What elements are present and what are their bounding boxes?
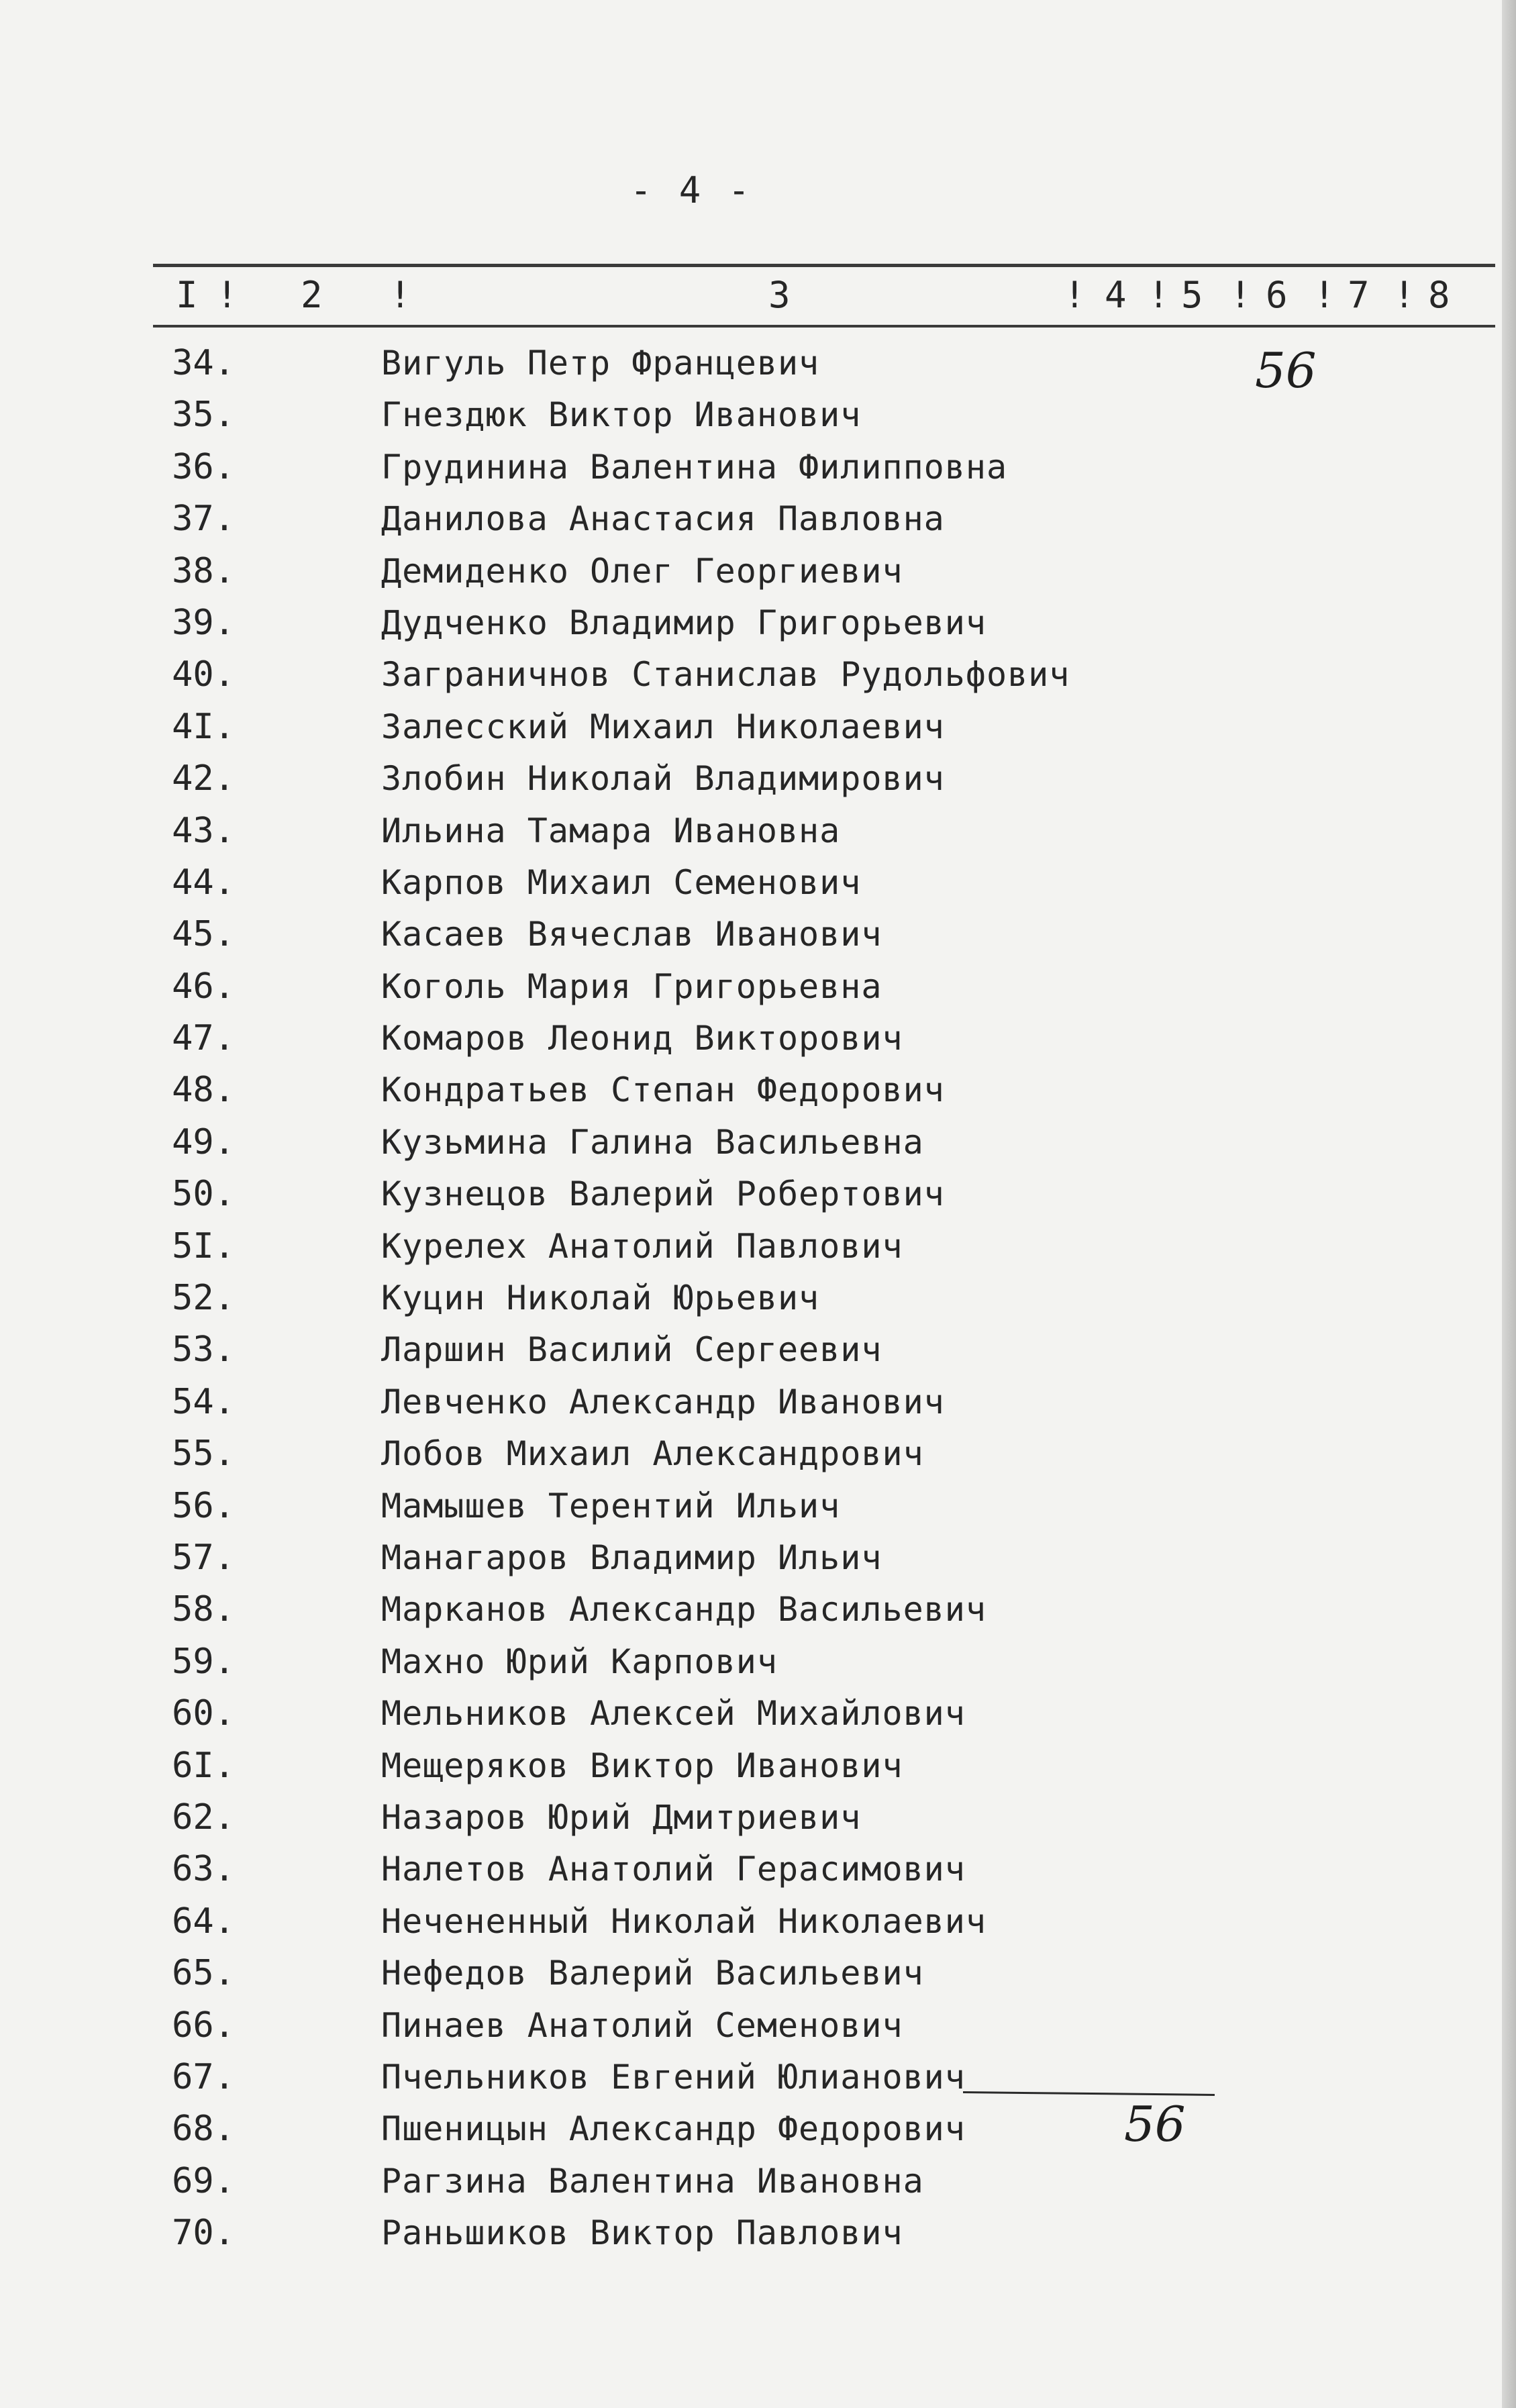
entry-full-name: Назаров Юрий Дмитриевич bbox=[381, 1797, 862, 1837]
name-list bbox=[0, 338, 1516, 2259]
entry-full-name: Злобин Николай Владимирович bbox=[381, 759, 945, 799]
entry-number: 52. bbox=[172, 1278, 235, 1319]
entry-number: 39. bbox=[172, 602, 235, 643]
entry-number: 59. bbox=[172, 1641, 235, 1682]
list-item bbox=[0, 1324, 1516, 1376]
entry-full-name: Нефедов Валерий Васильевич bbox=[381, 1954, 924, 1993]
table-header-top-rule bbox=[153, 264, 1495, 267]
list-item bbox=[0, 597, 1516, 649]
entry-full-name: Залесский Михаил Николаевич bbox=[381, 707, 945, 746]
entry-full-name: Нечененный Николай Николаевич bbox=[381, 1901, 987, 1941]
entry-number: 64. bbox=[172, 1901, 235, 1942]
header-col-7: 7 bbox=[1348, 274, 1370, 316]
page-number: - 4 - bbox=[629, 169, 753, 211]
entry-number: 66. bbox=[172, 2005, 235, 2046]
entry-number: 40. bbox=[172, 654, 235, 695]
entry-full-name: Куцин Николай Юрьевич bbox=[381, 1278, 820, 1318]
entry-number: 34. bbox=[172, 343, 235, 383]
entry-full-name: Данилова Анастасия Павловна bbox=[381, 499, 945, 539]
entry-full-name: Лобов Михаил Александрович bbox=[381, 1434, 924, 1474]
entry-full-name: Дудченко Владимир Григорьевич bbox=[381, 603, 987, 642]
list-item bbox=[0, 1117, 1516, 1168]
entry-full-name: Марканов Александр Васильевич bbox=[381, 1590, 987, 1629]
entry-number: 60. bbox=[172, 1693, 235, 1734]
entry-number: 65. bbox=[172, 1953, 235, 1994]
entry-full-name: Комаров Леонид Викторович bbox=[381, 1019, 903, 1058]
list-item bbox=[0, 1013, 1516, 1064]
entry-number: 47. bbox=[172, 1018, 235, 1059]
entry-number: 5I. bbox=[172, 1225, 235, 1266]
entry-number: 37. bbox=[172, 499, 235, 540]
entry-number: 70. bbox=[172, 2213, 235, 2254]
entry-full-name: Кузнецов Валерий Робертович bbox=[381, 1174, 945, 1214]
list-item bbox=[0, 442, 1516, 493]
entry-full-name: Курелех Анатолий Павлович bbox=[381, 1226, 903, 1266]
list-item bbox=[0, 1428, 1516, 1480]
entry-number: 54. bbox=[172, 1381, 235, 1422]
entry-full-name: Заграничнов Станислав Рудольфович bbox=[381, 655, 1070, 695]
list-item bbox=[0, 1532, 1516, 1584]
entry-full-name: Раньшиков Виктор Павлович bbox=[381, 2213, 903, 2253]
entry-full-name: Касаев Вячеслав Иванович bbox=[381, 915, 882, 954]
header-separator: ! bbox=[389, 274, 411, 316]
entry-number: 57. bbox=[172, 1537, 235, 1578]
entry-number: 44. bbox=[172, 862, 235, 903]
entry-full-name: Махно Юрий Карпович bbox=[381, 1642, 778, 1681]
entry-full-name: Левченко Александр Иванович bbox=[381, 1382, 945, 1421]
entry-number: 38. bbox=[172, 550, 235, 591]
entry-full-name: Карпов Михаил Семенович bbox=[381, 862, 862, 902]
entry-number: 58. bbox=[172, 1589, 235, 1630]
entry-number: 46. bbox=[172, 966, 235, 1007]
entry-number: 56. bbox=[172, 1485, 235, 1526]
entry-number: 49. bbox=[172, 1121, 235, 1162]
list-item bbox=[0, 1272, 1516, 1324]
entry-number: 6I. bbox=[172, 1745, 235, 1786]
entry-full-name: Налетов Анатолий Герасимович bbox=[381, 1850, 966, 1889]
entry-number: 63. bbox=[172, 1849, 235, 1890]
header-col-6: 6 bbox=[1266, 274, 1288, 316]
list-item bbox=[0, 909, 1516, 960]
entry-full-name: Вигуль Петр Францевич bbox=[381, 344, 820, 383]
handwritten-count-top: 56 bbox=[1255, 342, 1317, 399]
header-col-8: 8 bbox=[1428, 274, 1450, 316]
list-item bbox=[0, 2156, 1516, 2207]
list-item bbox=[0, 1792, 1516, 1844]
list-item bbox=[0, 1896, 1516, 1948]
table-header-bottom-rule bbox=[153, 325, 1495, 328]
entry-full-name: Рагзина Валентина Ивановна bbox=[381, 2161, 924, 2201]
entry-number: 68. bbox=[172, 2109, 235, 2150]
entry-number: 43. bbox=[172, 810, 235, 851]
list-item bbox=[0, 857, 1516, 909]
list-item bbox=[0, 2000, 1516, 2052]
entry-full-name: Демиденко Олег Георгиевич bbox=[381, 551, 903, 591]
entry-number: 67. bbox=[172, 2056, 235, 2097]
entry-number: 45. bbox=[172, 914, 235, 955]
entry-number: 69. bbox=[172, 2160, 235, 2201]
header-separator: ! bbox=[1313, 274, 1335, 316]
entry-full-name: Пчельников Евгений Юлианович bbox=[381, 2057, 966, 2097]
header-col-2: 2 bbox=[301, 274, 323, 316]
header-separator: ! bbox=[216, 274, 238, 316]
entry-full-name: Кондратьев Степан Федорович bbox=[381, 1070, 945, 1110]
header-separator: ! bbox=[1393, 274, 1415, 316]
header-col-5: 5 bbox=[1181, 274, 1203, 316]
list-item bbox=[0, 1636, 1516, 1688]
entry-full-name: Манагаров Владимир Ильич bbox=[381, 1538, 882, 1577]
table-header-row bbox=[0, 268, 1516, 322]
entry-number: 48. bbox=[172, 1070, 235, 1111]
header-col-3: 3 bbox=[768, 274, 791, 316]
list-item bbox=[0, 1948, 1516, 1999]
list-item bbox=[0, 649, 1516, 701]
list-item bbox=[0, 1584, 1516, 1636]
header-separator: ! bbox=[1148, 274, 1170, 316]
list-item bbox=[0, 961, 1516, 1013]
entry-full-name: Ильина Тамара Ивановна bbox=[381, 811, 841, 850]
handwritten-count-bottom: 56 bbox=[1124, 2096, 1186, 2152]
list-item bbox=[0, 1376, 1516, 1428]
entry-number: 53. bbox=[172, 1330, 235, 1370]
entry-full-name: Пшеницын Александр Федорович bbox=[381, 2109, 966, 2149]
entry-full-name: Мамышев Терентий Ильич bbox=[381, 1486, 841, 1525]
list-item bbox=[0, 1740, 1516, 1792]
list-item bbox=[0, 1221, 1516, 1272]
entry-full-name: Коголь Мария Григорьевна bbox=[381, 966, 882, 1006]
list-item bbox=[0, 701, 1516, 753]
list-item bbox=[0, 1064, 1516, 1116]
entry-full-name: Гнездюк Виктор Иванович bbox=[381, 395, 862, 435]
header-separator: ! bbox=[1064, 274, 1086, 316]
list-item bbox=[0, 2052, 1516, 2103]
header-separator: ! bbox=[1229, 274, 1252, 316]
list-item bbox=[0, 1688, 1516, 1740]
list-item bbox=[0, 1481, 1516, 1532]
entry-full-name: Мещеряков Виктор Иванович bbox=[381, 1746, 903, 1785]
entry-full-name: Пинаев Анатолий Семенович bbox=[381, 2005, 903, 2045]
entry-number: 62. bbox=[172, 1797, 235, 1838]
entry-number: 35. bbox=[172, 395, 235, 436]
entry-number: 55. bbox=[172, 1434, 235, 1474]
list-item bbox=[0, 2103, 1516, 2155]
header-col-1: I bbox=[176, 274, 198, 316]
list-item bbox=[0, 546, 1516, 597]
header-col-4: 4 bbox=[1105, 274, 1127, 316]
entry-number: 4I. bbox=[172, 706, 235, 747]
list-item bbox=[0, 1844, 1516, 1895]
list-item bbox=[0, 753, 1516, 805]
list-item bbox=[0, 805, 1516, 857]
list-item bbox=[0, 493, 1516, 545]
entry-number: 36. bbox=[172, 446, 235, 487]
entry-number: 50. bbox=[172, 1174, 235, 1215]
entry-full-name: Грудинина Валентина Филипповна bbox=[381, 447, 1008, 487]
entry-full-name: Кузьмина Галина Васильевна bbox=[381, 1122, 924, 1162]
entry-full-name: Мельников Алексей Михайлович bbox=[381, 1694, 966, 1734]
entry-number: 42. bbox=[172, 758, 235, 799]
list-item bbox=[0, 1168, 1516, 1220]
list-item bbox=[0, 2207, 1516, 2259]
entry-full-name: Ларшин Василий Сергеевич bbox=[381, 1330, 882, 1370]
